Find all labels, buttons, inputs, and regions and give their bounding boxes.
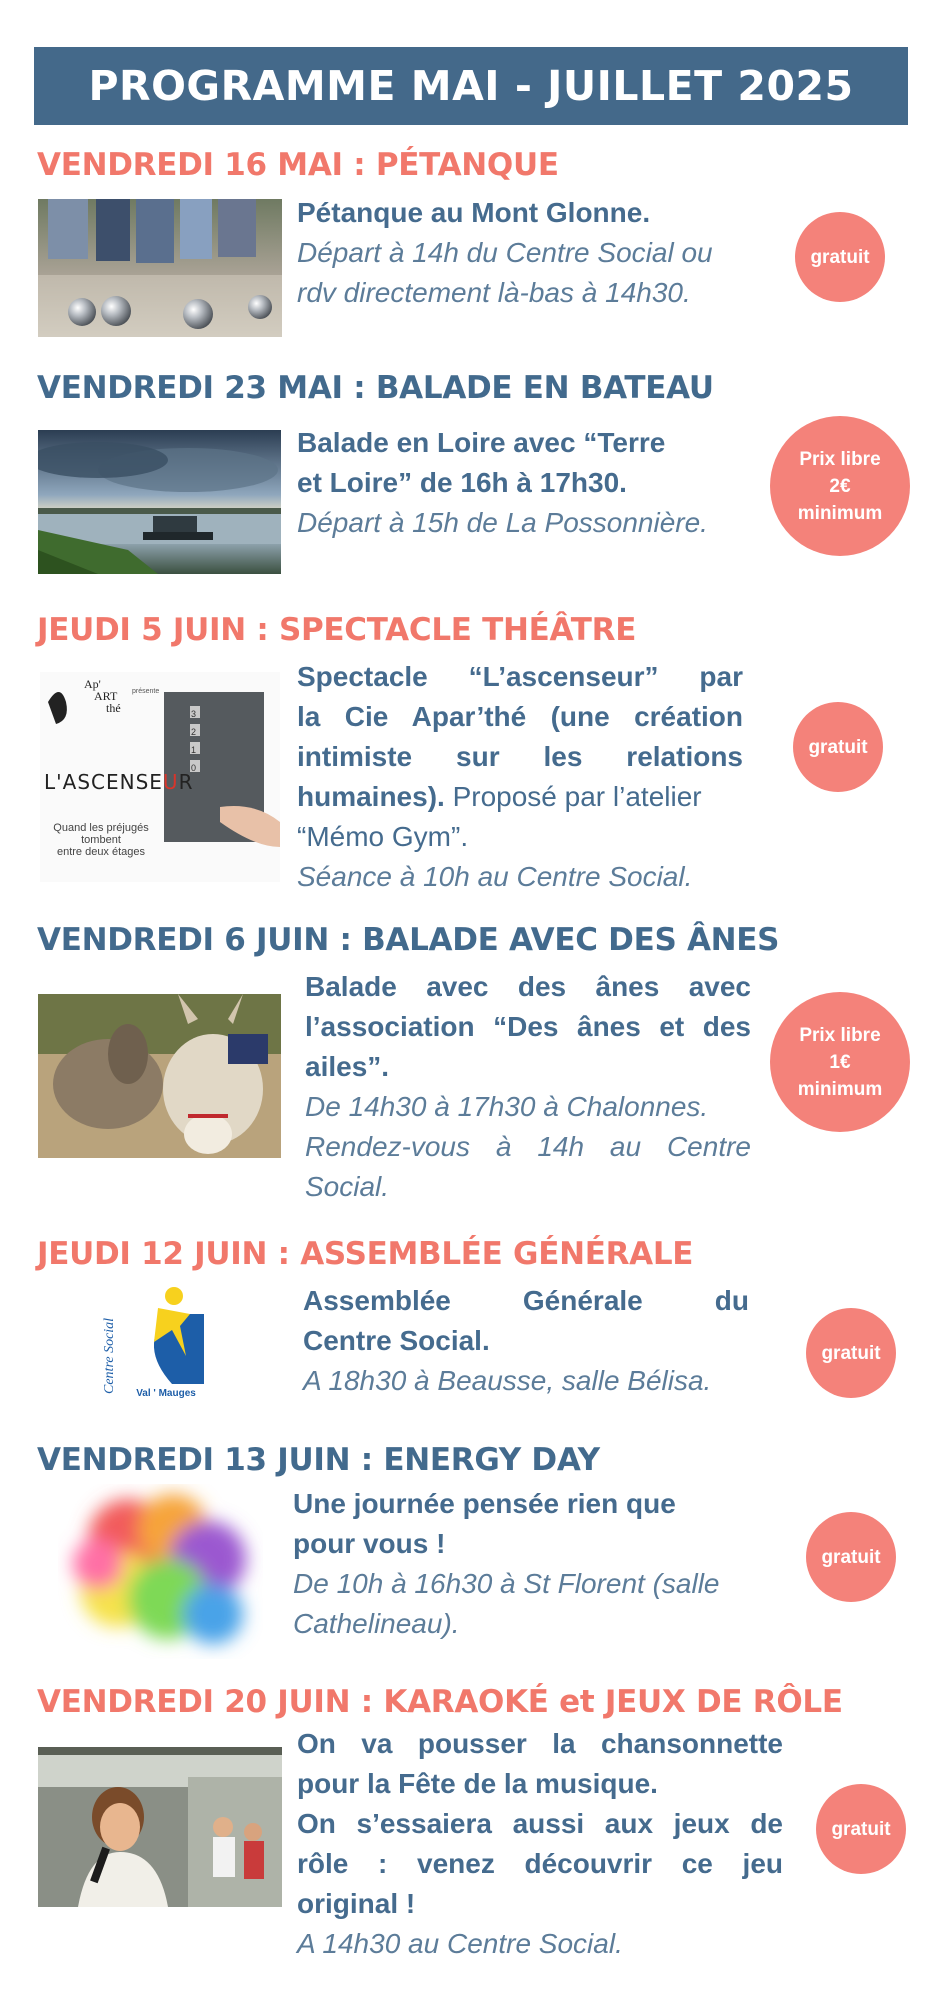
poster-button: 0 (191, 763, 197, 773)
event-heading: JEUDI 12 JUIN : ASSEMBLÉE GÉNÉRALE (37, 1236, 694, 1272)
event-info: De 10h à 16h30 à St Florent (salle (293, 1568, 720, 1599)
price-badge (806, 1512, 896, 1602)
poster-tagline-line: tombent (81, 834, 121, 846)
poster-button: 2 (191, 727, 197, 737)
petanque-photo (38, 199, 282, 337)
logo-name: Val ' Mauges (136, 1388, 196, 1399)
event-line: pour vous ! (293, 1528, 446, 1559)
price-label: minimum (797, 502, 883, 524)
event-line: Une journée pensée rien que (293, 1488, 676, 1519)
poster-brand (84, 678, 121, 714)
event-line: la Cie Apar’thé (une création (297, 701, 743, 732)
event-line: et Loire” de 16h à 17h30. (297, 467, 627, 498)
poster-brand-line: ART (94, 689, 118, 703)
price-label: minimum (797, 1078, 883, 1100)
poster-title-part: U (162, 770, 179, 794)
event-description (297, 423, 737, 543)
poster-button: 1 (191, 745, 197, 755)
event-heading: JEUDI 5 JUIN : SPECTACLE THÉÂTRE (37, 612, 637, 648)
event-description (305, 967, 751, 1207)
programme-title: PROGRAMME MAI - JUILLET 2025 (88, 62, 854, 110)
event-line: original ! (297, 1888, 416, 1919)
poster-brand-line: Ap' (84, 677, 101, 691)
event-info: Social. (305, 1171, 390, 1202)
price-badge (806, 1308, 896, 1398)
event-note: Proposé par l’atelier (444, 781, 702, 812)
theatre-poster (40, 672, 280, 882)
event-heading: VENDREDI 23 MAI : BALADE EN BATEAU (37, 370, 714, 406)
event-line: Assemblée Générale du (303, 1285, 749, 1316)
event-line: Centre Social. (303, 1325, 490, 1356)
event-note: “Mémo Gym”. (297, 821, 469, 852)
event-line: rôle : venez découvrir ce jeu (297, 1848, 783, 1879)
event-heading: VENDREDI 6 JUIN : BALADE AVEC DES ÂNES (37, 922, 780, 958)
event-line: Spectacle “L’ascenseur” par (297, 661, 743, 692)
price-label: gratuit (810, 246, 870, 268)
event-info: A 14h30 au Centre Social. (297, 1928, 623, 1959)
event-line: intimiste sur les relations (297, 741, 743, 772)
boat-photo (38, 430, 281, 574)
price-badge (793, 702, 883, 792)
price-amount: 2€ (829, 475, 851, 497)
poster-button: 3 (191, 709, 197, 719)
event-line: l’association “Des ânes et des (305, 1011, 751, 1042)
poster-title-part: R (178, 770, 194, 794)
poster-tagline (46, 822, 156, 858)
color-splash-image (58, 1484, 263, 1659)
price-badge (795, 212, 885, 302)
event-line: On s’essaiera aussi aux jeux de (297, 1808, 783, 1839)
price-label: gratuit (821, 1342, 881, 1364)
price-label: gratuit (808, 736, 868, 758)
event-info: rdv directement là-bas à 14h30. (297, 277, 691, 308)
price-label: Prix libre (799, 448, 881, 470)
event-description (297, 1724, 783, 1964)
event-line: ailes”. (305, 1051, 390, 1082)
donkeys-photo (38, 994, 281, 1158)
price-label: gratuit (831, 1818, 891, 1840)
event-info: Départ à 15h de La Possonnière. (297, 507, 708, 538)
poster-presents: présente (132, 688, 160, 695)
poster-tagline-line: Quand les préjugés (53, 822, 149, 834)
event-info: A 18h30 à Beausse, salle Bélisa. (303, 1365, 712, 1396)
price-amount: 1€ (829, 1051, 851, 1073)
event-line: Balade avec des ânes avec (305, 971, 751, 1002)
event-line: On va pousser la chansonnette (297, 1728, 783, 1759)
event-line: pour la Fête de la musique. (297, 1768, 658, 1799)
event-description (297, 657, 743, 897)
event-description (303, 1281, 749, 1401)
event-description (293, 1484, 743, 1644)
price-badge (816, 1784, 906, 1874)
event-info: Séance à 10h au Centre Social. (297, 861, 693, 892)
price-label: gratuit (821, 1546, 881, 1568)
logo-vertical-text: Centre Social (102, 1317, 117, 1394)
price-badge (770, 416, 910, 556)
event-info: De 14h30 à 17h30 à Chalonnes. (305, 1091, 709, 1122)
event-heading: VENDREDI 16 MAI : PÉTANQUE (37, 147, 559, 183)
programme-banner (34, 47, 908, 125)
event-line: humaines). (297, 781, 445, 812)
event-description (297, 193, 737, 313)
event-heading: VENDREDI 13 JUIN : ENERGY DAY (37, 1442, 600, 1478)
poster-brand-line: thé (106, 701, 121, 715)
poster-title (44, 770, 193, 794)
event-line: Balade en Loire avec “Terre (297, 427, 666, 458)
poster-tagline-line: entre deux étages (56, 846, 146, 858)
event-heading: VENDREDI 20 JUIN : KARAOKÉ et JEUX DE RÔLE (37, 1684, 843, 1720)
poster-title-part: L'ASCENSE (44, 770, 163, 794)
karaoke-photo (38, 1747, 282, 1907)
event-line: Pétanque au Mont Glonne. (297, 197, 651, 228)
event-info: Rendez-vous à 14h au Centre (305, 1131, 751, 1162)
price-badge (770, 992, 910, 1132)
price-label: Prix libre (799, 1024, 881, 1046)
event-info: Cathelineau). (293, 1608, 460, 1639)
poster-buttons (191, 705, 196, 777)
event-info: Départ à 14h du Centre Social ou (297, 237, 713, 268)
centre-social-logo (98, 1286, 228, 1411)
